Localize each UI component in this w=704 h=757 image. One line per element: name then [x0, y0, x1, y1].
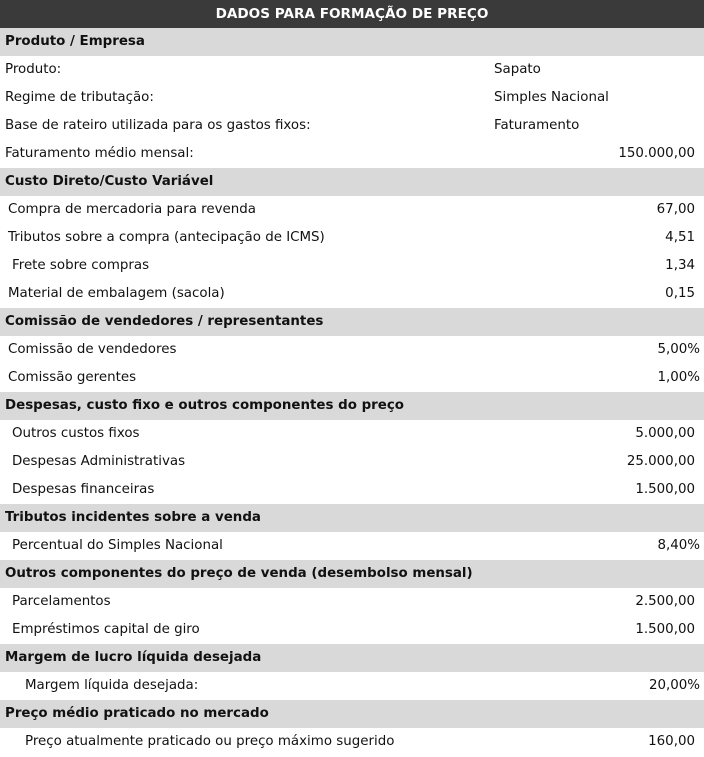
row-label: Empréstimos capital de giro: [12, 622, 200, 637]
row-value[interactable]: 1.500,00: [635, 622, 695, 637]
row-value[interactable]: 67,00: [656, 202, 695, 217]
section-header-comissao: Comissão de vendedores / representantes: [0, 308, 704, 336]
table-row: [0, 140, 704, 168]
row-value[interactable]: 150.000,00: [618, 146, 695, 161]
row-label: Produto:: [5, 62, 62, 77]
row-label: Parcelamentos: [12, 594, 111, 609]
table-row: [0, 84, 704, 112]
row-value[interactable]: Simples Nacional: [494, 90, 609, 105]
section-header-margem: Margem de lucro líquida desejada: [0, 644, 704, 672]
table-row: [0, 224, 704, 252]
table-row: [0, 196, 704, 224]
table-row: [0, 672, 704, 700]
table-row: [0, 56, 704, 84]
row-label: Regime de tributação:: [5, 90, 154, 105]
row-label: Base de rateiro utilizada para os gastos fixos:: [5, 118, 311, 133]
row-label: Preço atualmente praticado ou preço máximo sugerido: [25, 734, 395, 749]
row-value[interactable]: 25.000,00: [626, 454, 695, 469]
table-row: [0, 532, 704, 560]
section-header-custo: Custo Direto/Custo Variável: [0, 168, 704, 196]
table-row: [0, 364, 704, 392]
row-value[interactable]: Sapato: [494, 62, 541, 77]
table-row: [0, 588, 704, 616]
row-value[interactable]: 1,00%: [657, 370, 700, 385]
row-value[interactable]: 5.000,00: [635, 426, 695, 441]
row-label: Compra de mercadoria para revenda: [8, 202, 256, 217]
row-value[interactable]: 2.500,00: [635, 594, 695, 609]
row-label: Despesas Administrativas: [12, 454, 186, 469]
row-label: Material de embalagem (sacola): [8, 286, 225, 301]
row-label: Frete sobre compras: [12, 258, 150, 273]
row-value[interactable]: 4,51: [665, 230, 695, 245]
table-row: [0, 728, 704, 756]
table-row: [0, 336, 704, 364]
sheet-title: DADOS PARA FORMAÇÃO DE PREÇO: [0, 0, 704, 28]
row-label: Despesas financeiras: [12, 482, 155, 497]
table-row: [0, 616, 704, 644]
table-row: [0, 476, 704, 504]
row-value[interactable]: 1.500,00: [635, 482, 695, 497]
row-value[interactable]: 160,00: [648, 734, 695, 749]
section-header-tributos: Tributos incidentes sobre a venda: [0, 504, 704, 532]
table-row: [0, 280, 704, 308]
row-label: Comissão de vendedores: [8, 342, 177, 357]
row-value[interactable]: 5,00%: [657, 342, 700, 357]
table-row: [0, 448, 704, 476]
row-value[interactable]: 1,34: [665, 258, 695, 273]
table-row: [0, 252, 704, 280]
section-header-produto: Produto / Empresa: [0, 28, 704, 56]
table-row: [0, 112, 704, 140]
table-row: [0, 420, 704, 448]
row-label: Percentual do Simples Nacional: [12, 538, 223, 553]
row-label: Outros custos fixos: [12, 426, 140, 441]
row-label: Faturamento médio mensal:: [5, 146, 194, 161]
row-value[interactable]: 20,00%: [648, 678, 700, 693]
row-label: Margem líquida desejada:: [25, 678, 199, 693]
section-header-despesas: Despesas, custo fixo e outros componentes do preço: [0, 392, 704, 420]
section-header-preco: Preço médio praticado no mercado: [0, 700, 704, 728]
row-value[interactable]: 0,15: [665, 286, 695, 301]
row-value[interactable]: 8,40%: [657, 538, 700, 553]
section-header-outros: Outros componentes do preço de venda (desembolso mensal): [0, 560, 704, 588]
row-label: Comissão gerentes: [8, 370, 137, 385]
row-label: Tributos sobre a compra (antecipação de ICMS): [8, 230, 325, 245]
row-value[interactable]: Faturamento: [494, 118, 580, 133]
